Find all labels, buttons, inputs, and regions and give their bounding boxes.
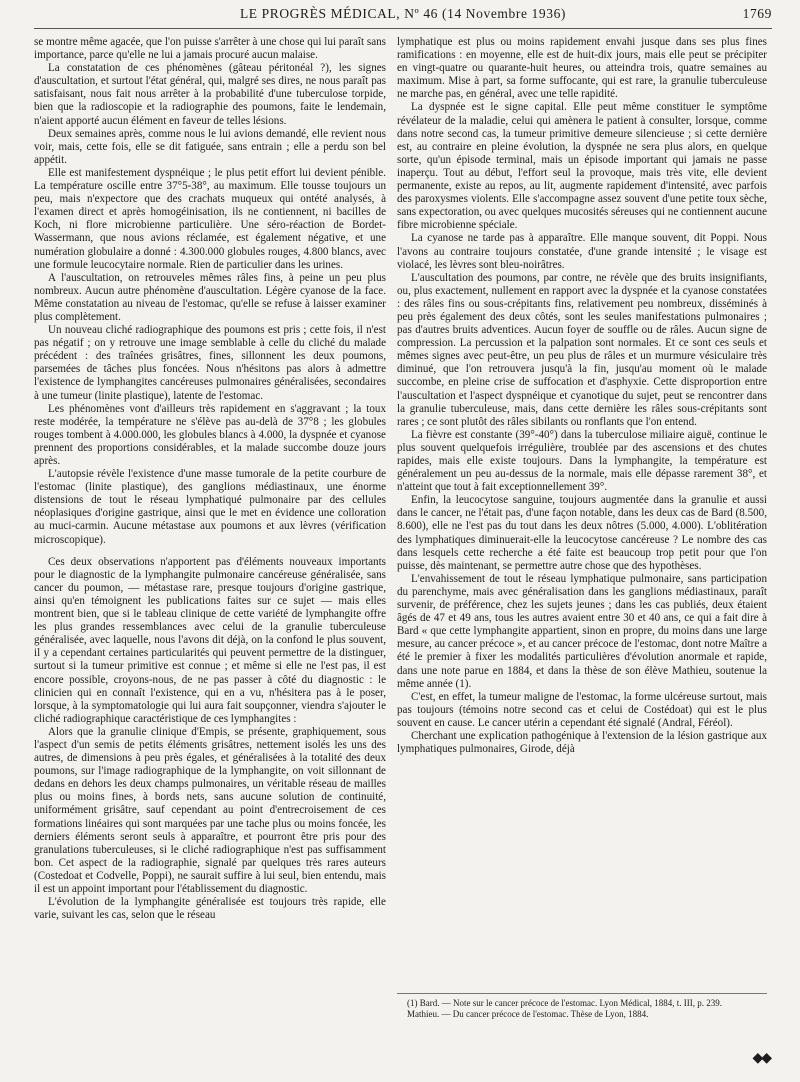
paragraph: lymphatique est plus ou moins rapidement envahi jusque dans ses plus fines ramifications : en moyenne, elle est de huit-dix jours, mais elle peut se précipiter en vingt-quatre ou quarante-huit heures, ou atteindra trois, quatre semaines au maximum. Mise à part, sa forme suffocante, qui est rare, la granulie tuberculeuse ne marche pas, en général, avec une telle rapidité. [397,36,767,101]
journal-title: LE PROGRÈS MÉDICAL, Nº 46 (14 Novembre 1936) [239,6,567,21]
footnote: Mathieu. — Du cancer précoce de l'estomac. Thèse de Lyon, 1884. [407,1009,649,1019]
paragraph: La constatation de ces phénomènes (gâteau péritonéal ?), les signes d'auscultation, et surtout l'état général, qui, malgré ses dires, ne nous paraît pas satisfaisant, nous fait nous arrêter à la probabilité d'une tuberculose torpide, bien que la radioscopie et la radiographie des poumons, faite le lendemain, n'aient apporté aucun élément en faveur de telles lésions. [34,62,386,127]
paragraph: Deux semaines après, comme nous le lui avions demandé, elle revient nous voir, mais, cette fois, elle se dit fatiguée, sans entrain ; elle a perdu son bel appétit. [34,127,386,166]
paragraph: Enfin, la leucocytose sanguine, toujours augmentée dans la granulie et aussi dans le cancer, ne l'était pas, d'une façon notable, dans les deux cas de Bard (8.500, 8.600), elle ne l'est pas du tout dans les deux nôtres (5.000, 4.000). L'oblitération des lymphatiques diminuerait-elle la leucocytose cancéreuse ? Le nombre des cas dans lesquels cette recherche a été faite est beaucoup trop petit pour que l'on puisse, dès maintenant, se permettre autre chose que des hypothèses. [397,494,767,572]
paragraph: Cherchant une explication pathogénique à l'extension de la lésion gastrique aux lymphatiques pulmonaires, Girode, déjà [397,729,767,756]
paragraph: L'auscultation des poumons, par contre, ne révèle que des bruits insignifiants, ou, plus exactement, nullement en rapport avec la dyspnée et la cyanose constatées : des râles fins ou sous-crépitants fins, relativement peu nombreux, disséminés à peu près également des deux côtés, sont les seules manifestations pulmonaires ; pas d'autres bruits adventices. Aucun foyer de souffle ou de râles. Aucun signe de compression. La percussion et la palpation sont normales. Et ce sont ces seuls et mêmes signes avec peut-être, un peu plus de râles et un murmure vésiculaire très diminué, que l'on retrouvera jusqu'à la fin, jusqu'au moment où le malade succombe, en pleine crise de suffocation et d'asphyxie. Cette disproportion entre l'auscultation et l'aspect dyspnéique et cyanotique du sujet, peut se rencontrer dans la granulie tuberculeuse, mais, dans cette dernière les râles sous-crépitants sont rares ; ce sont plutôt des râles sibilants ou ronflants que l'on entend. [397,271,767,428]
paragraph: C'est, en effet, la tumeur maligne de l'estomac, la forme ulcéreuse surtout, mais pas toujours (témoins notre second cas et celui de Costédoat) qui est le plus souvent en cause. Le cancer utérin a cependant été signalé (Andral, Féréol). [397,690,767,729]
right-column [397,36,767,756]
paragraph: L'évolution de la lymphangite généralisée est toujours très rapide, elle varie, suivant les cas, selon que le réseau [34,896,386,922]
paragraph: Alors que la granulie clinique d'Empis, se présente, graphiquement, sous l'aspect d'un semis de petits éléments grisâtres, nettement isolés les uns des autres, de dimensions à peu près égales, et généralisées à la totalité des deux poumons, sur l'image radiographique de la lymphangite, on voit sillonnant de dedans en dehors les deux champs pulmonaires, un véritable réseau de mailles plus ou moins fines, à bords nets, sans aucune solution de continuité, uniformément grisâtre, sauf cependant au point d'entrecroisement de ces formations linéaires qui sont marquées par une tache plus ou moins foncée, les derniers éléments seront seuls à apparaître, et pourront être pris pour des granulations tuberculeuses, si le cliché radiographique n'est pas suffisamment bon. Cet aspect de la radiographie, signalé par quelques très rares auteurs (Costedoat et Codvelle, Poppi), ne saurait suffire à lui seul, bien entendu, mais il est un appoint important pour l'établissement du diagnostic. [34,725,386,895]
header-rule [34,28,772,29]
paragraph: La cyanose ne tarde pas à apparaître. Elle manque souvent, dit Poppi. Nous l'avons au contraire toujours constatée, d'une grande intensité ; le visage est violacé, les lèvres sont bleu-noirâtres. [397,232,767,271]
paragraph: La dyspnée est le signe capital. Elle peut même constituer le symptôme révélateur de la maladie, celui qui amènera le patient à consulter, lorsque, comme dans notre second cas, la tumeur primitive demeure silencieuse ; si cette dernière est, au contraire en pleine évolution, la dyspnée ne sera plus alors, en quelque sorte, qu'un épisode terminal, mais un épisode important qui jamais ne passe inaperçu. Tout au début, l'effort seul la provoque, mais très vite, elle devient permanente, existe au repos, au lit, augmente rapidement d'intensité, avec parfois des paroxysmes violents. Elle s'accompagne assez souvent d'une petite toux sèche, sans expectoration, ou avec quelques mucosités séreuses qui ne contiennent aucune fibre microbienne spéciale. [397,101,767,232]
paragraph: Les phénomènes vont d'ailleurs très rapidement en s'aggravant ; la toux reste modérée, la température ne s'élève pas au-delà de 37°8 ; les globules rouges tombent à 4.000.000, les globules blancs à 4.000, la dyspnée et cyanose prennent des proportions considérables, et la malade succombe douze jours après. [34,402,386,467]
page-number: 1769 [742,6,772,21]
end-ornament: ◆◆ [752,1051,770,1066]
left-column [34,36,386,922]
paragraph: Ces deux observations n'apportent pas d'éléments nouveaux importants pour le diagnostic de la lymphangite pulmonaire cancéreuse généralisée, sans cancer du poumon, — métastase rare, presque toujours d'origine gastrique, ainsi qu'en témoignent les publications faites sur ce sujet — mais elles montrent bien, que si le tableau clinique de cette variété de lymphangite offre les plus grandes ressemblances avec celui de la granulie tuberculeuse généralisée, avec laquelle, nous l'avons dit déjà, on la confond le plus souvent, il y a cependant certaines particularités qui peuvent permettre de la distinguer, surtout si la tumeur primitive est connue ; et même si elle ne l'est pas, il est encore possible, croyons-nous, de ne pas passer à côté du diagnostic : le clinicien qui en connaît l'existence, qui en a vu, n'hésitera pas à le poser, lorsque, à la symptomatologie qui lui aura fait soupçonner, viendra s'ajouter le cliché radiographique caractéristique de ces lymphangites : [34,555,386,725]
running-header [34,6,772,28]
footnotes [397,993,767,1020]
paragraph: L'envahissement de tout le réseau lymphatique pulmonaire, sans participation du parenchyme, mais avec généralisation dans les ganglions médiastinaux, paraît survenir, de préférence, chez les sujets jeunes ; dans les cas publiés, deux étaient âgés de 47 et 49 ans, tous les autres avaient entre 30 et 40 ans, ce qui a fait dire à Bard « que cette lymphangite appartient, sinon en propre, du moins dans une large mesure, au cancer précoce », et au cancer précoce de l'estomac, dont notre Maître a été le premier à fixer les modalités particulières d'évolution anormale et rapide, dans une note parue en 1884, et dans la thèse de son élève Mathieu, soutenue la même année (1). [397,572,767,690]
paragraph: Un nouveau cliché radiographique des poumons est pris ; cette fois, il n'est pas négatif ; on y retrouve une image semblable à celle du cliché du malade précédent : des traînées grisâtres, fines, sillonnent les deux poumons, parsemées de tâches plus foncées. Nous n'hésitons pas alors à admettre l'existence de lymphangites cancéreuses pulmonaires généralisées, secondaires à une tumeur (linite plastique), latente de l'estomac. [34,324,386,402]
paragraph: L'autopsie révèle l'existence d'une masse tumorale de la petite courbure de l'estomac (linite plastique), des ganglions médiastinaux, une énorme distensions de tout le réseau lymphatiqué pulmonaire par des cellules néoplasiques d'origine gastrique, ainsi que le met en évidence une colloration au muci-carmin. Aucune métastase aux poumons et aux lèvres (vérification microscopique). [34,468,386,546]
paragraph: Elle est manifestement dyspnéique ; le plus petit effort lui devient pénible. La température oscille entre 37°5-38°, au maximum. Elle tousse toujours un peu, mais n'expectore que des crachats muqueux qui ontété analysés, à l'examen direct et après homogéinisation, ils ne contiennent, ni bacilles de Koch, ni flore microbienne particulière. Une séro-réaction de Bordet-Wassermann, que nous avions réclamée, est également négative, et une numération globulaire a donné : 4.300.000 globules rouges, 4.800 blancs, avec une formule leucocytaire normale. Rien de particulier dans les urines. [34,166,386,271]
paragraph: se montre même agacée, que l'on puisse s'arrêter à une chose qui lui paraît sans importance, parce qu'elle ne lui a jamais procuré aucun malaise. [34,36,386,62]
paragraph: La fièvre est constante (39°-40°) dans la tuberculose miliaire aiguë, continue le plus souvent quelquefois irrégulière, troublée par des ascensions et des chutes rapides, mais elle existe toujours. Dans la lymphangite, la température est généralement un peu au-dessus de la normale, mais elle dépasse rarement 38°, et n'atteint que tout à fait exceptionnellement 39°. [397,428,767,494]
paragraph: A l'auscultation, on retrouveles mêmes râles fins, à peine un peu plus nombreux. Aucun autre phénomène d'auscultation. Légère cyanose de la face. Même constatation au niveau de l'estomac, qu'elle se refuse à laisser examiner plus complètement. [34,271,386,323]
footnote: (1) Bard. — Note sur le cancer précoce de l'estomac. Lyon Médical, 1884, t. III, p. 239. [407,998,723,1008]
